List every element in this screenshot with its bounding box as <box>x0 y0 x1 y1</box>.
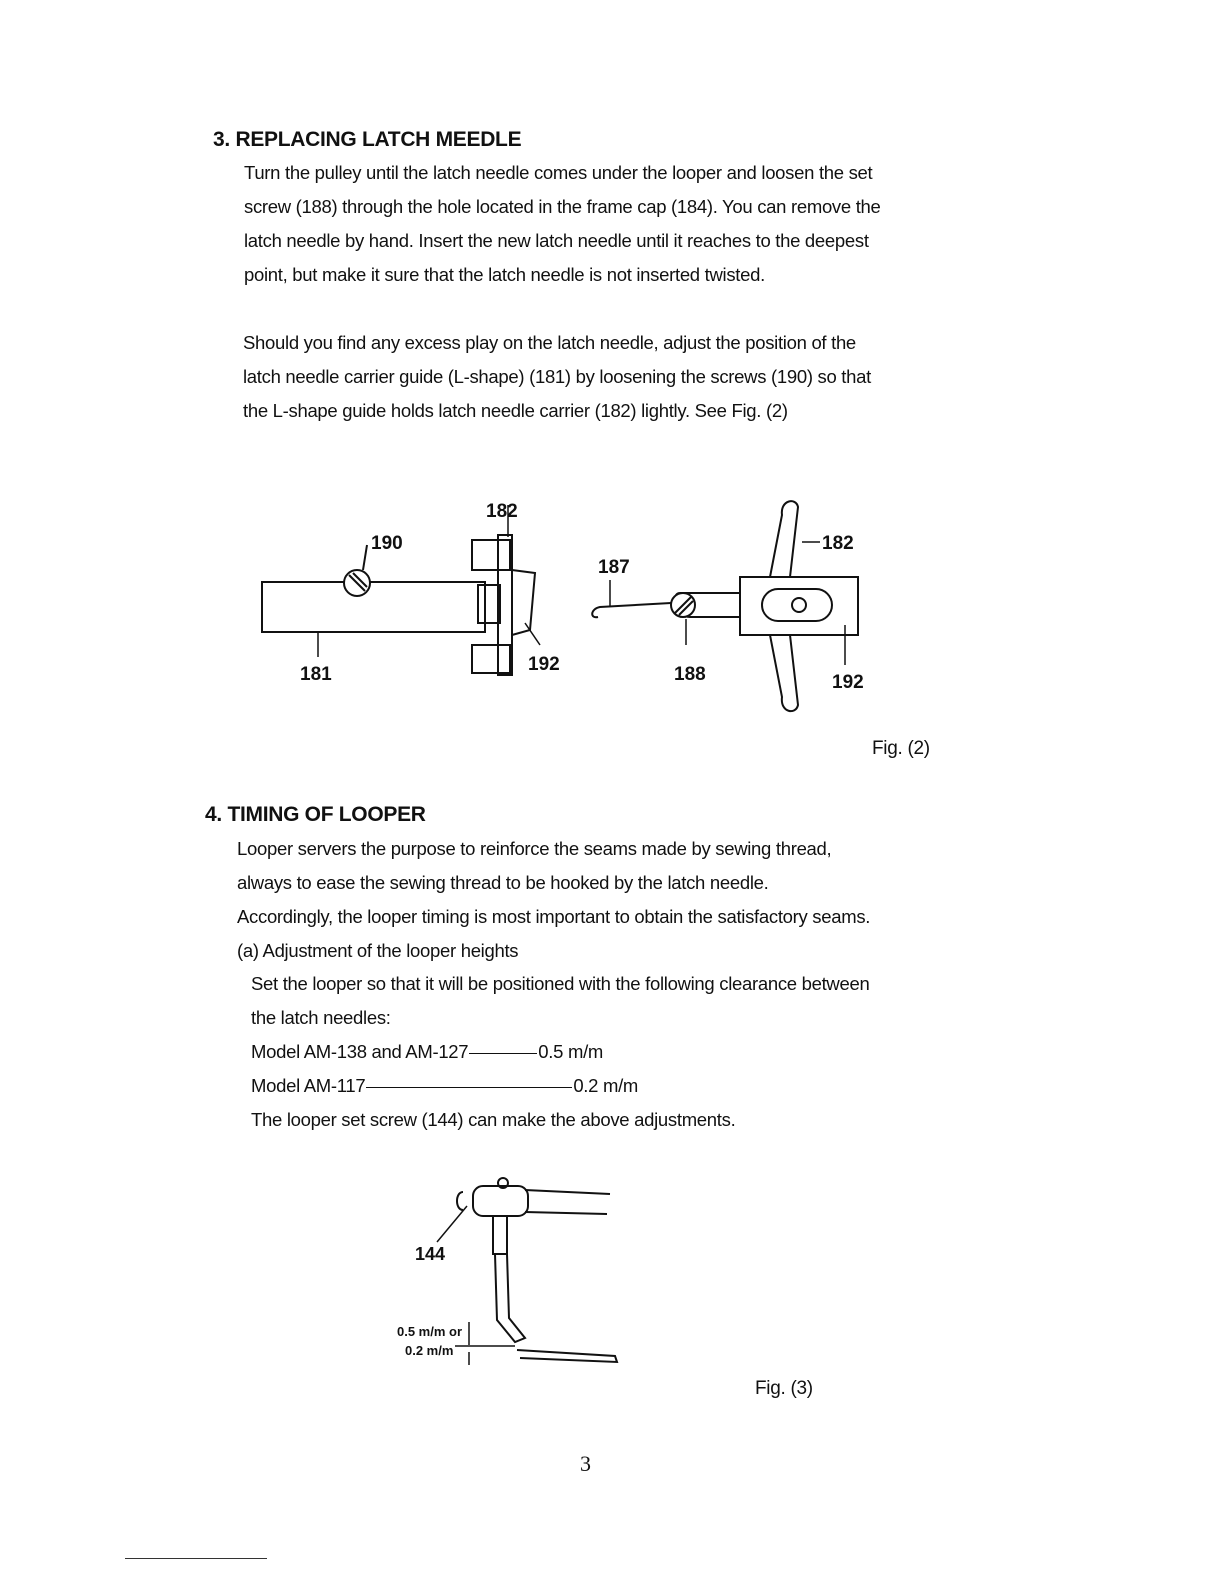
text-line: The looper set screw (144) can make the above adjustments. <box>251 1109 736 1130</box>
text-line: the L-shape guide holds latch needle carrier (182) lightly. See Fig. (2) <box>243 400 788 421</box>
label-182-right: 182 <box>822 533 854 554</box>
label-gap-2: 0.2 m/m <box>405 1343 454 1358</box>
looper-stem <box>493 1216 507 1254</box>
leader-192 <box>525 623 540 645</box>
section-4-subsection-a <box>251 967 869 1137</box>
spec-row-am117 <box>251 1069 869 1103</box>
latch-needle-187 <box>592 603 671 617</box>
label-192-right: 192 <box>832 672 864 693</box>
figure-2-caption: Fig. (2) <box>872 738 930 759</box>
carrier-neck <box>478 585 500 623</box>
text-line: always to ease the sewing thread to be hooked by the latch needle. <box>237 872 769 893</box>
footnote-rule <box>125 1558 267 1559</box>
text-line: latch needle carrier guide (L-shape) (181) by loosening the screws (190) so that <box>243 366 871 387</box>
label-181: 181 <box>300 664 332 685</box>
carrier-pin <box>792 598 806 612</box>
l-shape-guide <box>262 582 485 632</box>
screw-144 <box>457 1192 463 1210</box>
text-line: Set the looper so that it will be positioned with the following clearance between <box>251 973 870 994</box>
spec-value: 0.5 m/m <box>538 1041 604 1062</box>
carrier-slot <box>762 589 832 621</box>
carrier-top-block <box>472 540 510 570</box>
leader-dash <box>469 1053 537 1054</box>
text-line: Looper servers the purpose to reinforce the seams made by sewing thread, <box>237 838 832 859</box>
label-192-left: 192 <box>528 654 560 675</box>
figure-3-caption: Fig. (3) <box>755 1378 813 1399</box>
page-number: 3 <box>580 1451 591 1476</box>
section-3-heading: 3. REPLACING LATCH MEEDLE <box>213 128 522 151</box>
label-182-left: 182 <box>486 501 518 522</box>
section-3-paragraph-1 <box>244 156 881 292</box>
carrier-body <box>740 577 858 635</box>
spec-model: Model AM-117 <box>251 1075 366 1096</box>
label-187: 187 <box>598 557 630 578</box>
text-line: point, but make it sure that the latch needle is not inserted twisted. <box>244 264 765 285</box>
spec-row-am138 <box>251 1035 869 1069</box>
text-line: Turn the pulley until the latch needle comes under the looper and loosen the set <box>244 162 873 183</box>
figure-2-diagram <box>250 485 890 725</box>
text-line: screw (188) through the hole located in the frame cap (184). You can remove the <box>244 196 881 217</box>
leader-190 <box>363 545 367 570</box>
spec-value: 0.2 m/m <box>573 1075 639 1096</box>
guide-192 <box>512 570 535 635</box>
looper-shaft <box>525 1190 610 1214</box>
figure-3-diagram <box>385 1170 635 1375</box>
text-line: the latch needles: <box>251 1007 391 1028</box>
leader-144 <box>437 1206 467 1242</box>
section-4-heading: 4. TIMING OF LOOPER <box>205 803 426 826</box>
spec-model: Model AM-138 and AM-127 <box>251 1041 469 1062</box>
looper-blade <box>495 1254 525 1342</box>
carrier-upper-arm <box>770 501 798 577</box>
text-line: latch needle by hand. Insert the new latch needle until it reaches to the deepest <box>244 230 869 251</box>
looper-holder <box>473 1186 528 1216</box>
text-line: Should you find any excess play on the latch needle, adjust the position of the <box>243 332 856 353</box>
text-line: Accordingly, the looper timing is most important to obtain the satisfactory seams. <box>237 906 871 927</box>
label-gap-1: 0.5 m/m or <box>397 1324 463 1339</box>
label-188: 188 <box>674 664 706 685</box>
carrier-lower-arm <box>770 635 798 711</box>
label-190: 190 <box>371 533 403 554</box>
label-144: 144 <box>415 1244 446 1264</box>
section-3-paragraph-2 <box>243 326 871 428</box>
subsection-a-title: (a) Adjustment of the looper heights <box>237 940 519 961</box>
section-4-intro <box>237 832 870 968</box>
latch-needle <box>517 1350 617 1362</box>
carrier-bottom-block <box>472 645 510 673</box>
leader-dash <box>366 1087 572 1088</box>
